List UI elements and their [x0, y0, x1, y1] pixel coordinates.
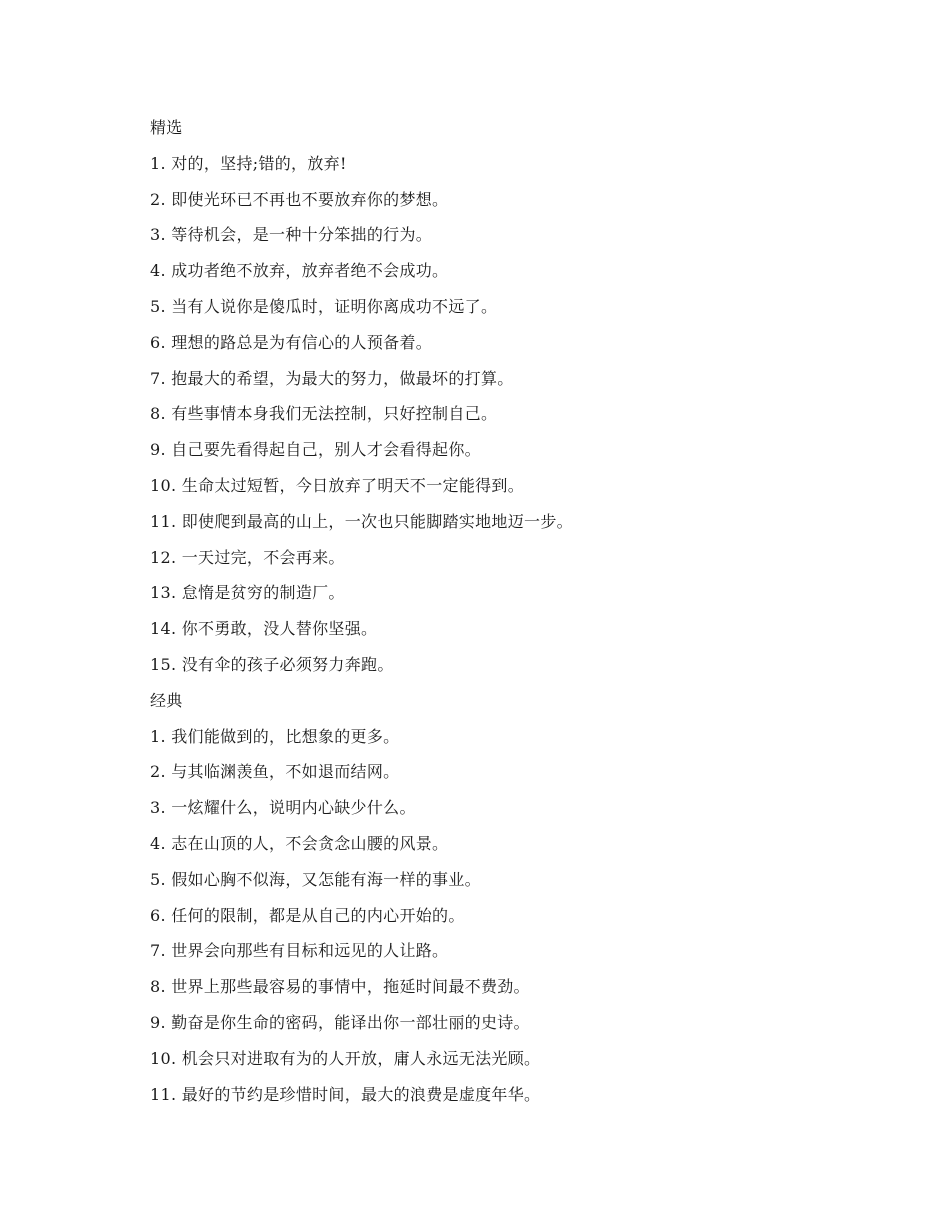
list-item: 15. 没有伞的孩子必须努力奔跑。	[150, 654, 394, 674]
list-item: 4. 成功者绝不放弃，放弃者绝不会成功。	[150, 261, 449, 281]
list-item: 6. 理想的路总是为有信心的人预备着。	[150, 332, 433, 352]
section-heading-jingxuan: 精选	[150, 118, 183, 137]
list-item: 2. 即使光环已不再也不要放弃你的梦想。	[150, 189, 449, 209]
list-item: 3. 等待机会，是一种十分笨拙的行为。	[150, 225, 433, 245]
list-item: 9. 勤奋是你生命的密码，能译出你一部壮丽的史诗。	[150, 1012, 530, 1032]
list-item: 2. 与其临渊羡鱼，不如退而结网。	[150, 762, 400, 782]
list-item: 5. 假如心胸不似海，又怎能有海一样的事业。	[150, 869, 481, 889]
list-item: 7. 世界会向那些有目标和远见的人让路。	[150, 941, 449, 961]
list-item: 1. 我们能做到的，比想象的更多。	[150, 726, 400, 746]
list-item: 11. 即使爬到最高的山上，一次也只能脚踏实地地迈一步。	[150, 511, 573, 531]
list-item: 10. 机会只对进取有为的人开放，庸人永远无法光顾。	[150, 1048, 541, 1068]
list-item: 9. 自己要先看得起自己，别人才会看得起你。	[150, 440, 481, 460]
list-item: 11. 最好的节约是珍惜时间，最大的浪费是虚度年华。	[150, 1084, 541, 1104]
list-item: 8. 世界上那些最容易的事情中，拖延时间最不费劲。	[150, 977, 530, 997]
list-item: 1. 对的，坚持;错的，放弃!	[150, 153, 347, 173]
list-item: 4. 志在山顶的人，不会贪念山腰的风景。	[150, 833, 449, 853]
list-item: 8. 有些事情本身我们无法控制，只好控制自己。	[150, 404, 498, 424]
list-item: 13. 怠惰是贫穷的制造厂。	[150, 583, 345, 603]
list-item: 7. 抱最大的希望，为最大的努力，做最坏的打算。	[150, 368, 514, 388]
document-content	[150, 110, 870, 1112]
list-item: 6. 任何的限制，都是从自己的内心开始的。	[150, 905, 465, 925]
list-item: 3. 一炫耀什么，说明内心缺少什么。	[150, 798, 416, 818]
list-item: 10. 生命太过短暂，今日放弃了明天不一定能得到。	[150, 475, 525, 495]
list-item: 14. 你不勇敢，没人替你坚强。	[150, 619, 378, 639]
section-heading-jingdian: 经典	[150, 690, 183, 710]
list-item: 12. 一天过完，不会再来。	[150, 547, 345, 567]
list-item: 5. 当有人说你是傻瓜时，证明你离成功不远了。	[150, 296, 498, 316]
